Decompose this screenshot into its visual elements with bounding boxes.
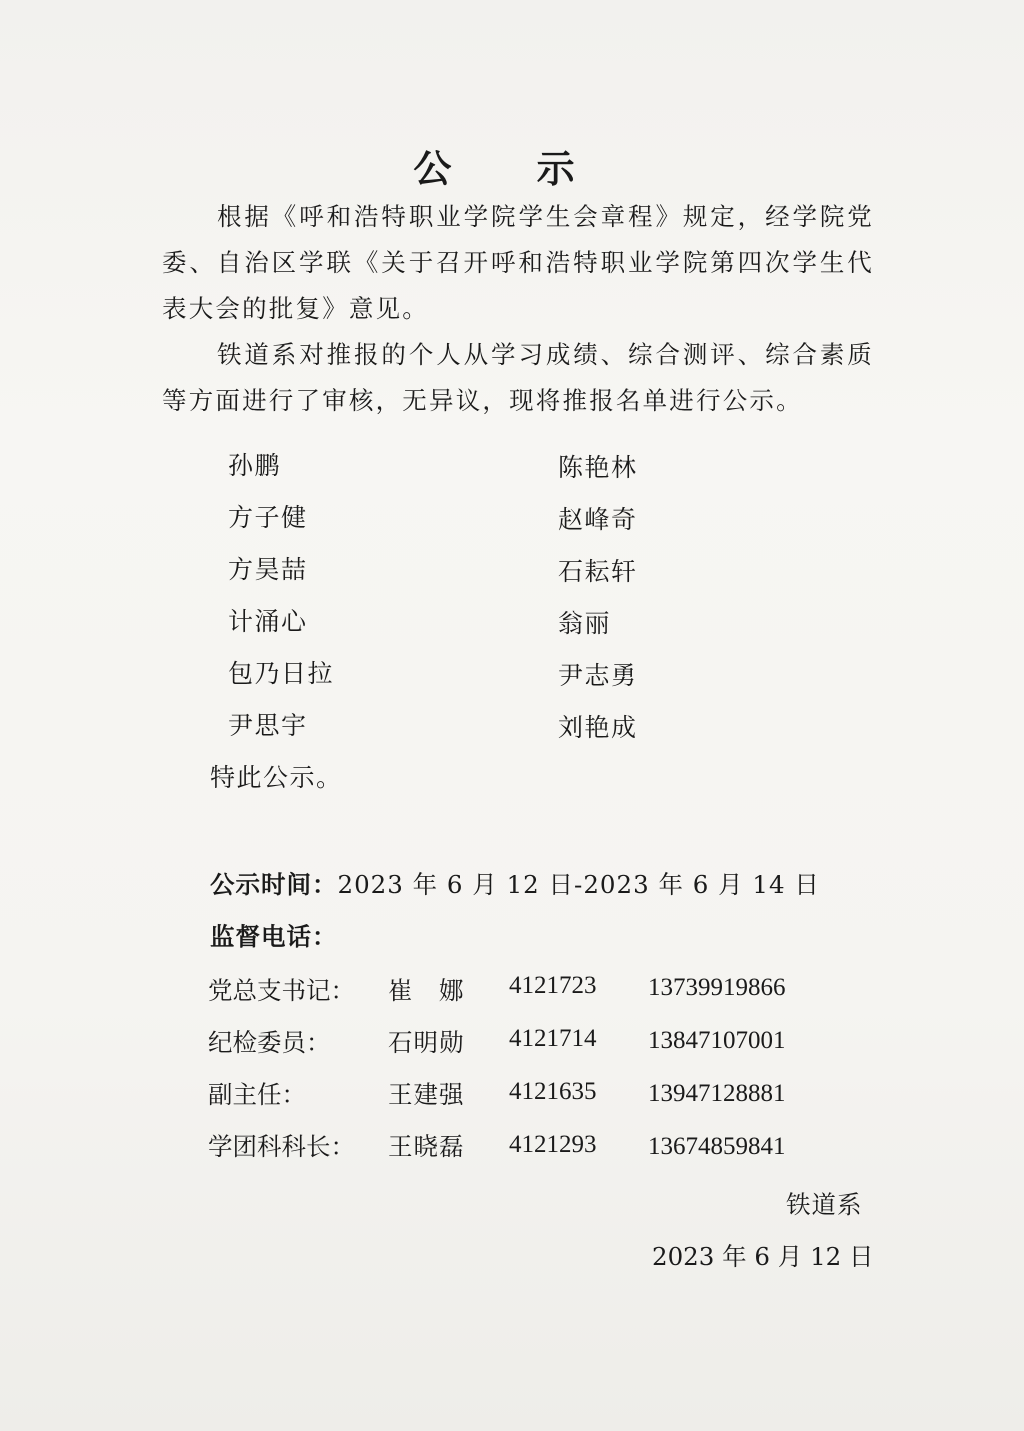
candidate-name: 孙鹏: [228, 451, 282, 480]
signature-org: 铁道系: [786, 1190, 863, 1219]
contact-role: 纪检委员：: [208, 1028, 331, 1057]
contact-role: 副主任：: [208, 1080, 306, 1109]
candidate-name: 方昊喆: [228, 555, 308, 584]
contact-name: 王晓磊: [388, 1132, 465, 1161]
candidate-name: 石耘轩: [558, 557, 638, 586]
signature-date: 2023 年 6 月 12 日: [652, 1242, 874, 1271]
candidate-name: 尹思宇: [228, 711, 308, 740]
period-label: 公示时间：: [210, 870, 338, 899]
candidate-name: 陈艳林: [558, 453, 638, 482]
candidate-name: 方子健: [228, 503, 308, 532]
contact-name: 石明勋: [388, 1028, 465, 1057]
period-value: 2023 年 6 月 12 日-2023 年 6 月 14 日: [337, 870, 820, 899]
candidate-name: 赵峰奇: [558, 505, 638, 534]
contact-role: 党总支书记：: [208, 976, 355, 1005]
contact-name: 王建强: [388, 1080, 465, 1109]
contact-office-phone: 4121635: [509, 1078, 597, 1105]
notice-body: [162, 194, 874, 424]
contact-mobile-phone: 13674859841: [648, 1133, 786, 1160]
contact-office-phone: 4121714: [509, 1025, 597, 1052]
contact-role: 学团科科长：: [208, 1132, 355, 1161]
candidate-name: 翁丽: [558, 609, 612, 638]
contact-office-phone: 4121293: [509, 1131, 597, 1158]
contact-mobile-phone: 13947128881: [648, 1080, 786, 1107]
candidate-name: 计涌心: [228, 607, 308, 636]
paragraph-1: 根据《呼和浩特职业学院学生会章程》规定，经学院党委、自治区学联《关于召开呼和浩特职业学院第四次学生代表大会的批复》意见。: [162, 202, 874, 323]
candidate-name: 包乃日拉: [228, 659, 335, 688]
contact-mobile-phone: 13739919866: [648, 974, 786, 1001]
candidate-name: 尹志勇: [558, 661, 638, 690]
contact-name: 崔 娜: [388, 976, 465, 1005]
phone-label: 监督电话：: [210, 922, 338, 951]
candidate-name: 刘艳成: [558, 713, 638, 742]
period-line: [210, 866, 820, 901]
paragraph-2: 铁道系对推报的个人从学习成绩、综合测评、综合素质等方面进行了审核，无异议，现将推报名单进行公示。: [162, 340, 874, 415]
contact-office-phone: 4121723: [509, 972, 597, 999]
closing-text: 特此公示。: [210, 763, 343, 792]
contact-mobile-phone: 13847107001: [648, 1027, 786, 1054]
notice-title: 公 示: [413, 147, 611, 191]
